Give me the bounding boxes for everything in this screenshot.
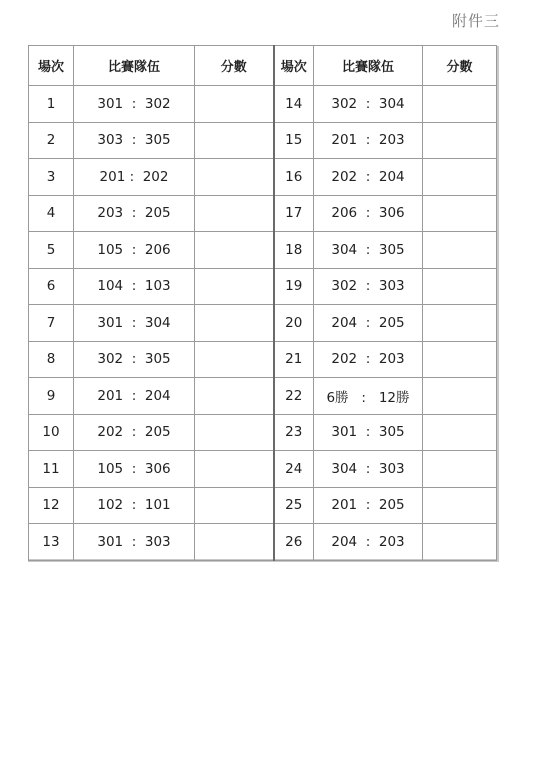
score-cell [423,414,497,451]
attachment-label: 附件三 [452,12,501,30]
match-number-cell: 2 [29,122,74,159]
table-row [29,341,497,378]
score-cell [195,487,274,524]
table-row [29,378,497,415]
match-number-cell: 17 [274,195,314,232]
match-number-cell: 23 [274,414,314,451]
match-teams-cell: 201 : 204 [74,378,195,415]
match-teams-cell: 304 : 305 [314,232,423,269]
match-teams-cell: 201 : 202 [74,159,195,196]
match-teams-cell: 301 : 304 [74,305,195,342]
header-match-no: 場次 [29,46,74,86]
score-cell [195,378,274,415]
match-teams-cell: 104 : 103 [74,268,195,305]
match-teams-cell: 301 : 302 [74,86,195,123]
match-teams-cell: 204 : 205 [314,305,423,342]
score-cell [195,524,274,561]
match-number-cell: 1 [29,86,74,123]
match-number-cell: 18 [274,232,314,269]
table-row [29,122,497,159]
match-number-cell: 7 [29,305,74,342]
match-number-cell: 9 [29,378,74,415]
table-row [29,195,497,232]
table-row [29,268,497,305]
score-cell [423,524,497,561]
table-row [29,305,497,342]
match-teams-cell: 303 : 305 [74,122,195,159]
score-cell [423,232,497,269]
match-schedule-table [28,45,497,561]
header-teams: 比賽隊伍 [74,46,195,86]
score-cell [423,268,497,305]
match-number-cell: 19 [274,268,314,305]
match-number-cell: 5 [29,232,74,269]
match-number-cell: 3 [29,159,74,196]
match-teams-cell: 6勝 : 12勝 [314,378,423,415]
table-row [29,232,497,269]
match-teams-cell: 201 : 205 [314,487,423,524]
table-row [29,159,497,196]
score-cell [423,487,497,524]
score-cell [423,305,497,342]
match-number-cell: 24 [274,451,314,488]
match-teams-cell: 105 : 206 [74,232,195,269]
match-teams-cell: 201 : 203 [314,122,423,159]
table-row [29,451,497,488]
match-number-cell: 20 [274,305,314,342]
match-teams-cell: 202 : 205 [74,414,195,451]
header-match-no-right: 場次 [274,46,314,86]
match-number-cell: 10 [29,414,74,451]
header-teams-right: 比賽隊伍 [314,46,423,86]
score-cell [195,86,274,123]
score-cell [195,305,274,342]
match-number-cell: 15 [274,122,314,159]
score-cell [423,195,497,232]
match-number-cell: 21 [274,341,314,378]
table-row [29,414,497,451]
score-cell [195,232,274,269]
match-number-cell: 26 [274,524,314,561]
match-teams-cell: 102 : 101 [74,487,195,524]
match-teams-cell: 203 : 205 [74,195,195,232]
match-teams-cell: 206 : 306 [314,195,423,232]
score-cell [195,122,274,159]
match-teams-cell: 202 : 204 [314,159,423,196]
table-row [29,524,497,561]
match-number-cell: 14 [274,86,314,123]
match-number-cell: 12 [29,487,74,524]
match-teams-cell: 105 : 306 [74,451,195,488]
match-number-cell: 16 [274,159,314,196]
match-number-cell: 8 [29,341,74,378]
score-cell [195,451,274,488]
score-cell [195,341,274,378]
score-cell [423,378,497,415]
match-number-cell: 22 [274,378,314,415]
match-number-cell: 4 [29,195,74,232]
score-cell [423,451,497,488]
score-cell [195,195,274,232]
match-number-cell: 25 [274,487,314,524]
match-teams-cell: 304 : 303 [314,451,423,488]
match-number-cell: 11 [29,451,74,488]
header-score: 分數 [195,46,274,86]
match-teams-cell: 202 : 203 [314,341,423,378]
header-score-right: 分數 [423,46,497,86]
score-cell [195,268,274,305]
score-cell [195,414,274,451]
match-number-cell: 13 [29,524,74,561]
match-teams-cell: 302 : 303 [314,268,423,305]
header-row [29,46,497,86]
match-teams-cell: 204 : 203 [314,524,423,561]
score-cell [423,341,497,378]
match-number-cell: 6 [29,268,74,305]
table-row [29,487,497,524]
score-cell [423,86,497,123]
match-teams-cell: 302 : 304 [314,86,423,123]
table-row [29,86,497,123]
match-teams-cell: 302 : 305 [74,341,195,378]
score-cell [423,159,497,196]
score-cell [423,122,497,159]
score-cell [195,159,274,196]
match-teams-cell: 301 : 303 [74,524,195,561]
match-teams-cell: 301 : 305 [314,414,423,451]
